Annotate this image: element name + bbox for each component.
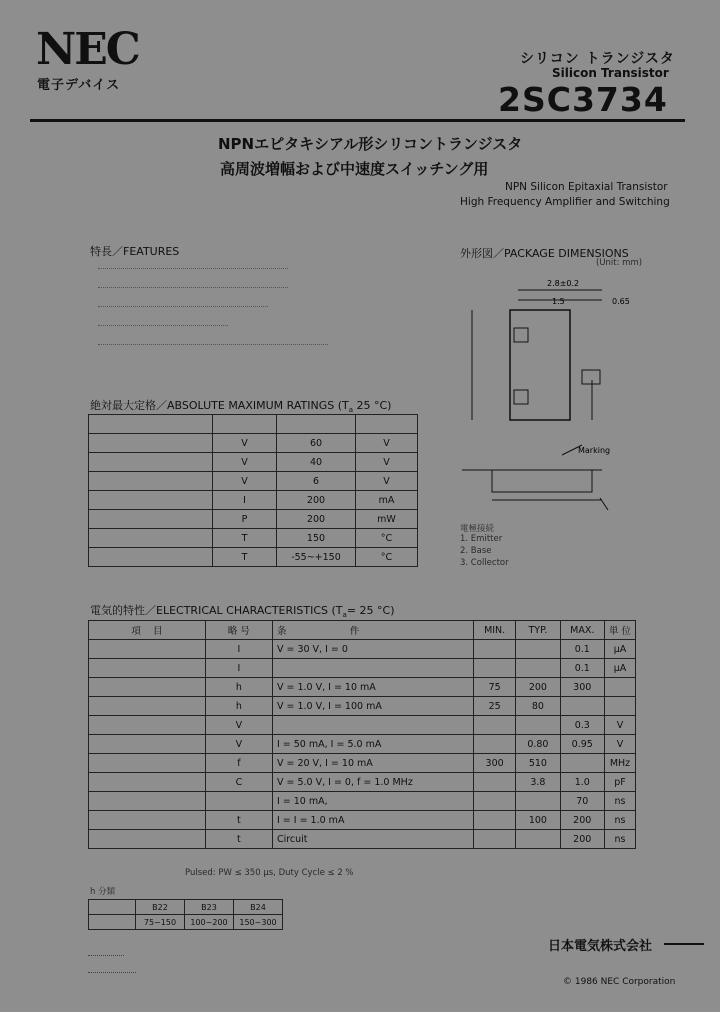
title-en-2: High Frequency Amplifier and Switching (460, 196, 670, 208)
marking-label: Marking (578, 446, 611, 455)
abs-max-row: I 200 mA (89, 491, 418, 510)
abs-max-row: T 150 °C (89, 529, 418, 548)
part-number: 2SC3734 (498, 80, 668, 119)
elec-row: I = 10 mA, 70 ns (89, 792, 636, 811)
pulse-note: Pulsed: PW ≤ 350 μs, Duty Cycle ≤ 2 % (185, 868, 354, 878)
pin-2: 2. Base (460, 546, 492, 556)
doc-code-line (88, 955, 124, 956)
elec-row: I V = 30 V, I = 0 0.1 μA (89, 640, 636, 659)
dim-lead: 0.65 (612, 297, 630, 306)
abs-max-row: V 60 V (89, 434, 418, 453)
features-heading: 特長／FEATURES (90, 245, 180, 258)
abs-max-row: P 200 mW (89, 510, 418, 529)
title-jp-2: 高周波増幅および中速度スイッチング用 (220, 160, 489, 178)
copyright: © 1986 NEC Corporation (563, 977, 676, 987)
elec-heading: 電気的特性／ELECTRICAL CHARACTERISTICS ($T_a= 25$ °C) (90, 604, 395, 620)
pin-1: 1. Emitter (460, 534, 503, 544)
hfe-table: B22 B23 B24 75~150 100~200 150~300 (88, 899, 283, 930)
package-heading: 外形図／PACKAGE DIMENSIONS (460, 247, 629, 260)
elec-row: I 0.1 μA (89, 659, 636, 678)
product-type-jp: シリコン トランジスタ (520, 51, 675, 67)
footer-rule (664, 943, 704, 945)
abs-max-heading: 絶対最大定格／ABSOLUTE MAXIMUM RATINGS ($T_a$ 25 °C) (90, 399, 392, 415)
elec-header-row: 項 目 略 号 条 件 MIN. TYP. MAX. 単 位 (89, 621, 636, 640)
elec-row: C V = 5.0 V, I = 0, f = 1.0 MHz 3.8 1.0 pF (89, 773, 636, 792)
hfe-heading: h 分類 (90, 887, 116, 897)
abs-max-row: V 6 V (89, 472, 418, 491)
elec-row: h V = 1.0 V, I = 10 mA 75 200 300 (89, 678, 636, 697)
product-type-en: Silicon Transistor (552, 66, 669, 80)
pin-heading: 電極接続 (460, 524, 495, 534)
abs-max-table (88, 414, 418, 567)
header-rule (30, 119, 685, 122)
company-name-jp: 日本電気株式会社 (548, 939, 653, 954)
elec-row: V I = 50 mA, I = 5.0 mA 0.80 0.95 V (89, 735, 636, 754)
elec-row: V 0.3 V (89, 716, 636, 735)
feature-item (98, 262, 288, 347)
elec-table (88, 620, 636, 849)
doc-code-line (88, 972, 136, 973)
logo-subtitle: 電子デバイス (37, 78, 121, 93)
elec-row: t Circuit 200 ns (89, 830, 636, 849)
dim-width: 2.8±0.2 (547, 279, 580, 288)
pin-3: 3. Collector (460, 558, 509, 568)
elec-row: h V = 1.0 V, I = 100 mA 25 80 (89, 697, 636, 716)
nec-logo: NEC (36, 24, 139, 75)
elec-row: f V = 20 V, I = 10 mA 300 510 MHz (89, 754, 636, 773)
title-en-1: NPN Silicon Epitaxial Transistor (505, 181, 668, 193)
dim-inner: 1.5 (552, 297, 565, 306)
package-unit: (Unit: mm) (596, 258, 643, 268)
abs-max-row: T -55~+150 °C (89, 548, 418, 567)
elec-row: t I = I = 1.0 mA 100 200 ns (89, 811, 636, 830)
title-jp-1: NPNエピタキシアル形シリコントランジスタ (218, 135, 523, 153)
abs-max-row: V 40 V (89, 453, 418, 472)
